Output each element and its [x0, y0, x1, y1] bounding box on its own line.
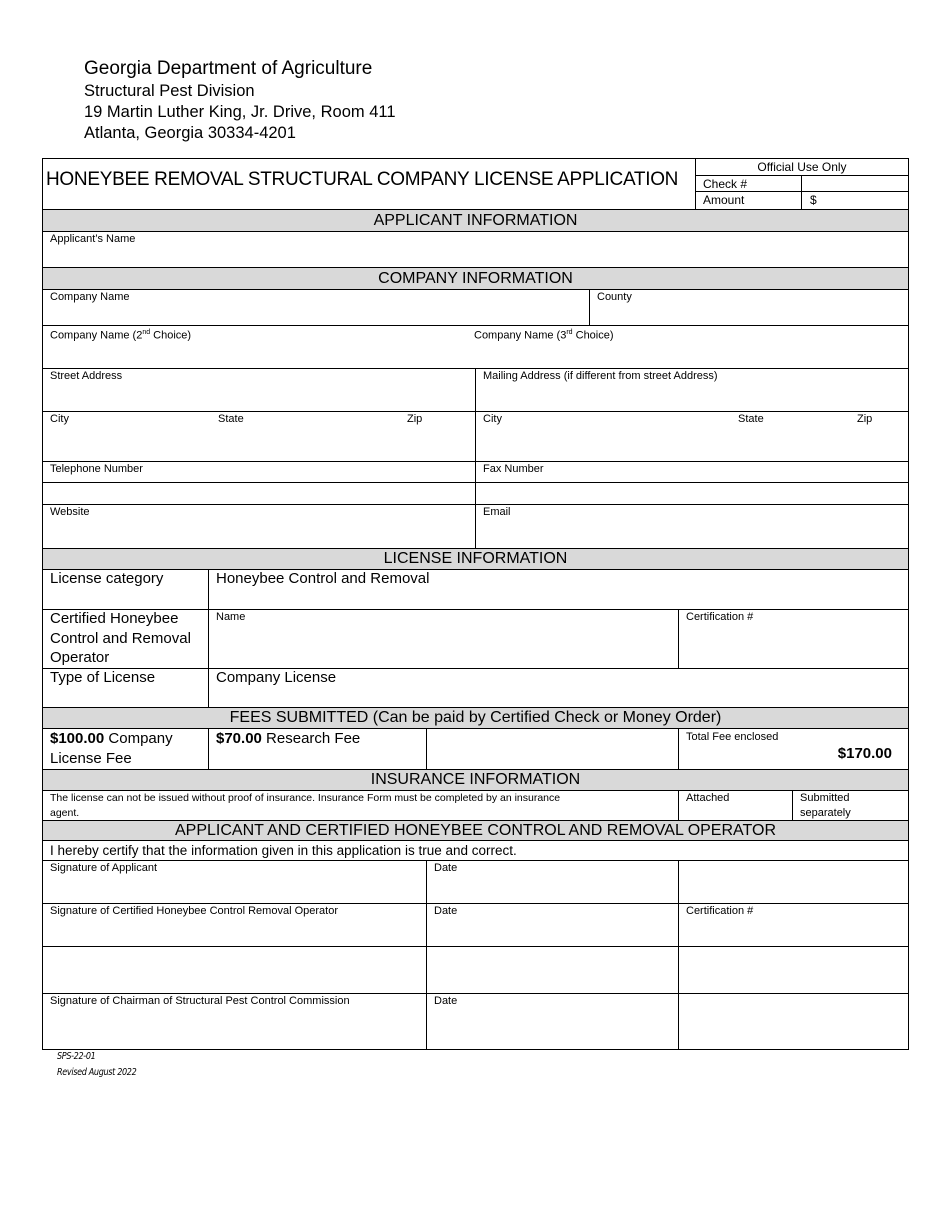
applicant-signature-field[interactable] — [43, 874, 426, 903]
operator-signature-label: Signature of Certified Honeybee Control Removal Operator — [50, 905, 338, 917]
telephone-label: Telephone Number — [50, 463, 143, 475]
operator-signature-certification-label: Certification # — [686, 905, 754, 917]
company-name-3rd-label: Company Name (3rd Choice) — [474, 329, 614, 342]
mailing-city-state-zip-field[interactable] — [476, 425, 908, 461]
county-label: County — [597, 291, 632, 303]
mailing-state-label: State — [738, 413, 764, 425]
amount-label: Amount — [703, 193, 745, 207]
blank-fee-cell — [427, 729, 678, 769]
total-fee-value: $170.00 — [837, 745, 892, 762]
company-name-label: Company Name — [50, 291, 130, 303]
company-fee-amount: $100.00 — [50, 730, 105, 747]
city-state-zip-field[interactable] — [43, 425, 475, 461]
company-name-2nd-label: Company Name (2nd Choice) — [50, 329, 192, 342]
research-fee-label: Research Fee — [261, 730, 361, 747]
insurance-section-heading: INSURANCE INFORMATION — [43, 769, 908, 791]
fees-section-heading: FEES SUBMITTED (Can be paid by Certified Check or Money Order) — [43, 707, 908, 729]
check-number-field[interactable] — [802, 176, 908, 191]
check-number-label: Check # — [703, 177, 748, 191]
revision-date: Revised August 2022 — [57, 1067, 137, 1078]
zip-label: Zip — [407, 413, 423, 425]
insurance-submitted-separately-option[interactable]: Submitted separately — [800, 792, 851, 819]
license-category-value: Honeybee Control and Removal — [216, 570, 430, 587]
applicant-date-field[interactable] — [427, 874, 678, 903]
website-label: Website — [50, 506, 90, 518]
company-name-field[interactable] — [43, 290, 589, 325]
company-name-3rd-field[interactable] — [474, 339, 908, 368]
company-name-2nd-field[interactable] — [43, 339, 473, 368]
operator-signature-field[interactable] — [43, 917, 426, 946]
operator-name-label: Name — [216, 611, 246, 623]
form-footer — [57, 1049, 136, 1081]
chairman-signature-label: Signature of Chairman of Structural Pest Control Commission — [50, 995, 350, 1007]
license-section-heading: LICENSE INFORMATION — [43, 548, 908, 570]
operator-date-field[interactable] — [427, 917, 678, 946]
operator-date-label: Date — [434, 905, 458, 917]
applicant-section-heading: APPLICANT INFORMATION — [43, 209, 908, 232]
insurance-attached-option[interactable]: Attached — [686, 792, 730, 804]
chairman-date-label: Date — [434, 995, 458, 1007]
form-number: SPS-22-01 — [57, 1051, 96, 1062]
letterhead — [84, 57, 396, 144]
address-line-1: 19 Martin Luther King, Jr. Drive, Room 411 — [84, 103, 396, 121]
dollar-sign: $ — [810, 193, 817, 207]
certification-section-heading: APPLICANT AND CERTIFIED HONEYBEE CONTROL AND REMOVAL OPERATOR — [43, 820, 908, 841]
email-label: Email — [483, 506, 511, 518]
research-fee-amount: $70.00 — [216, 730, 262, 747]
certification-statement: I hereby certify that the information given in this application is true and correct. — [50, 843, 517, 858]
chairman-date-field[interactable] — [427, 1007, 678, 1049]
company-fee — [50, 729, 200, 769]
license-type-value: Company License — [216, 669, 337, 686]
operator-label: Certified Honeybee Control and Removal Operator — [50, 610, 191, 666]
address-line-2: Atlanta, Georgia 30334-4201 — [84, 124, 296, 142]
amount-field[interactable] — [802, 192, 908, 209]
city-label: City — [50, 413, 69, 425]
applicant-date-label: Date — [434, 862, 458, 874]
official-use-title: Official Use Only — [757, 160, 847, 174]
company-fee-label: Company License Fee — [50, 730, 173, 767]
company-section-heading: COMPANY INFORMATION — [43, 267, 908, 290]
mailing-city-label: City — [483, 413, 502, 425]
mailing-zip-label: Zip — [857, 413, 873, 425]
telephone-field[interactable] — [43, 475, 475, 504]
street-address-label: Street Address — [50, 370, 123, 382]
application-form — [42, 158, 909, 1050]
fax-label: Fax Number — [483, 463, 544, 475]
mailing-address-field[interactable] — [476, 368, 908, 411]
operator-name-field[interactable] — [209, 623, 678, 667]
blank-signature-row — [43, 947, 908, 993]
total-fee-label: Total Fee enclosed — [686, 731, 779, 743]
operator-certification-label: Certification # — [686, 611, 754, 623]
applicant-name-field[interactable] — [43, 232, 908, 267]
form-title: HONEYBEE REMOVAL STRUCTURAL COMPANY LICENSE APPLICATION — [46, 169, 679, 190]
license-category-label: License category — [50, 570, 164, 587]
operator-signature-certification-field[interactable] — [679, 917, 908, 946]
insurance-note: The license can not be issued without proof of insurance. Insurance Form must be completed by an insurance agent. — [50, 792, 561, 819]
street-address-field[interactable] — [43, 368, 475, 411]
mailing-address-label: Mailing Address (if different from street Address) — [483, 370, 718, 382]
fax-field[interactable] — [476, 475, 908, 504]
research-fee — [216, 729, 360, 749]
website-field[interactable] — [43, 518, 475, 548]
email-field[interactable] — [476, 518, 908, 548]
state-label: State — [218, 413, 244, 425]
org-name: Georgia Department of Agriculture — [84, 58, 373, 79]
operator-certification-field[interactable] — [679, 623, 908, 667]
applicant-name-label: Applicant’s Name — [50, 233, 136, 245]
applicant-signature-label: Signature of Applicant — [50, 862, 158, 874]
county-field[interactable] — [590, 290, 908, 325]
division-name: Structural Pest Division — [84, 82, 255, 100]
license-type-label: Type of License — [50, 669, 156, 686]
chairman-signature-field[interactable] — [43, 1007, 426, 1049]
